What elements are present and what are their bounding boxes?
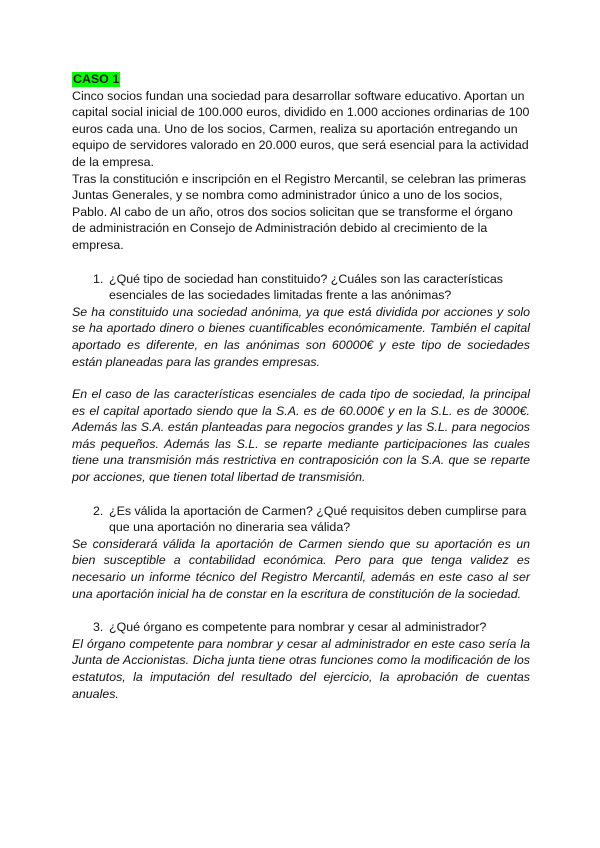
question-text: ¿Qué tipo de sociedad han constituido? ¿Cuáles son las características esenciales de las sociedades limitadas frente a las anónimas? — [109, 271, 503, 303]
question-text: ¿Qué órgano es competente para nombrar y cesar al administrador? — [109, 620, 487, 635]
case-statement-paragraph: Cinco socios fundan una sociedad para desarrollar software educativo. Aportan un capital social inicial de 100.000 euros, dividido en 1.000 acciones ordinarias de 100 euros cada una. Uno de los socios, Carmen, realiza su aportación entregando un equipo de servidores valorado en 20.000 euros, que será esencial para la actividad de la empresa. — [72, 88, 530, 169]
question-number: 1. — [93, 271, 104, 286]
question-text: ¿Es válida la aportación de Carmen? ¿Qué requisitos deben cumplirse para que una aportación no dineraria sea válida? — [109, 503, 527, 535]
document-body — [72, 71, 530, 702]
question-number: 2. — [93, 503, 104, 518]
case-title-line — [72, 71, 530, 88]
question-2 — [72, 503, 530, 536]
answer-paragraph: El órgano competente para nombrar y cesar al administrador en este caso sería la Junta de Accionistas. Dicha junta tiene otras funciones como la modificación de los estatutos, la imputación del resultado del ejercicio, la aprobación de cuentas anuales. — [72, 636, 530, 701]
case-statement-paragraph: Tras la constitución e inscripción en el Registro Mercantil, se celebran las primeras Juntas Generales, y se nombra como administrador único a uno de los socios, Pablo. Al cabo de un año, otros dos socios solicitan que se transforme el órgano de administración en Consejo de Administración debido al crecimiento de la empresa. — [72, 171, 527, 252]
case-title: CASO 1 — [73, 72, 120, 86]
case-statement — [72, 88, 530, 254]
answer-paragraph: Se considerará válida la aportación de Carmen siendo que su aportación es un bien susceptible a contabilidad económica. Pero para que tenga validez es necesario un informe técnico del Registro Mercantil, además en este caso al ser una aportación inicial ha de constar en la escritura de constitución de la sociedad. — [72, 536, 530, 601]
question-1 — [72, 271, 530, 304]
question-number: 3. — [93, 620, 104, 635]
answer-paragraph: En el caso de las características esenciales de cada tipo de sociedad, la principal es el capital aportado siendo que la S.A. es de 60.000€ y en la S.L. es de 3000€. Además las S.A. están planteadas para negocios grandes y las S.L. para negocios más pequeños. Además las S.L. se reparte mediante participaciones las cuales tiene una transmisión más restrictiva en contraposición con la S.A. que se reparte por acciones, que tienen total libertad de transmisión. — [72, 387, 530, 485]
answer-paragraph: Se ha constituido una sociedad anónima, ya que está dividida por acciones y solo se ha aportado dinero o bienes cuantificables económicamente. También el capital aportado es diferente, en las anónimas son 60000€ y este tipo de sociedades están planeadas para las grandes empresas. — [72, 304, 530, 369]
question-3 — [72, 619, 530, 636]
